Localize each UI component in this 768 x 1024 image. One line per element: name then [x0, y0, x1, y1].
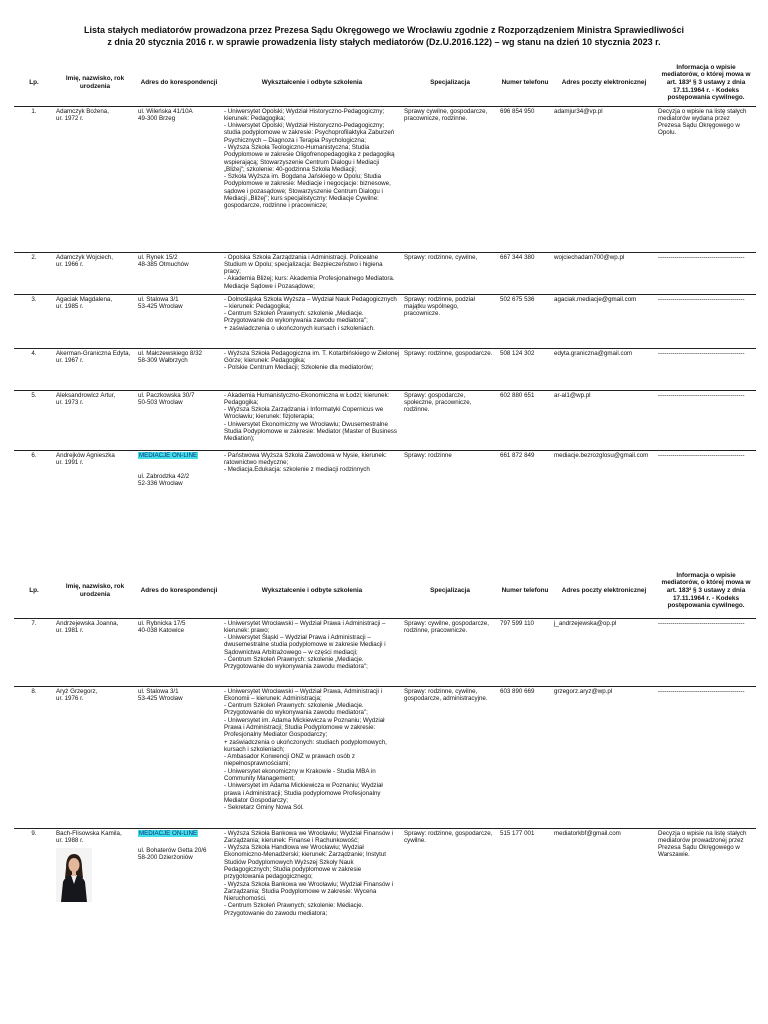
- cell-lp: 2.: [14, 252, 54, 294]
- header-lp: Lp.: [29, 78, 39, 86]
- cell-email[interactable]: wojciechadam700@wp.pl: [552, 252, 656, 294]
- cell-name: Agaciak Magdalena, ur. 1985 r.: [54, 294, 136, 348]
- cell-education: - Wyższa Szkoła Bankowa we Wrocławiu; Wydział Finansów i Zarządzania; kierunek: Finanse i Rachunkowość; - Wyższa Szkoła Handlowa we Wrocławiu; Wydział Ekonomiczno-Menadżerski; kierunek: Zarządzanie; Instytut Studiów Podyplomowych Wyższej Szkoły Nauk Pedagogicznych; Studia podyplomowe w zakresie przygotowania pedagogicznego; - Wyższa Szkoła Bankowa we Wrocławiu; Wydział Finansów i Zarządzania; Studia Podyplomowe w zakresie: Wycena Nieruchomości. - Centrum Szkoleń Prawnych; szkolenie: Mediacje. Przygotowanie do zawodu mediatora;: [222, 828, 402, 952]
- cell-phone: 696 854 950: [498, 106, 552, 252]
- cell-phone: 502 675 536: [498, 294, 552, 348]
- cell-lp: 5.: [14, 390, 54, 450]
- table-header-row: [14, 564, 756, 618]
- address-text: ul. Bohaterów Getta 20/6 58-200 Dzierżoniów: [138, 846, 207, 862]
- cell-education: - Dolnośląska Szkoła Wyższa – Wydział Nauk Pedagogicznych – kierunek: Pedagogika; - Centrum Szkoleń Prawnych: szkolenie „Mediacje. Przygotowanie do wykonywania zawodu mediatora"; + zaświadczenia o ukończonych kursach i szkoleniach.: [222, 294, 402, 348]
- header-phone: Numer telefonu: [501, 78, 549, 86]
- cell-phone: 797 599 110: [498, 618, 552, 686]
- cell-specialization: Sprawy cywilne, gospodarcze, pracownicze, rodzinne.: [402, 106, 498, 252]
- cell-info: ------------------------------------------: [656, 294, 756, 348]
- cell-address: ul. Małczewskiego 8/32 58-309 Wałbrzych: [136, 348, 222, 390]
- cell-specialization: Sprawy: gospodarcze, społeczne, pracownicze, rodzinne.: [402, 390, 498, 450]
- cell-specialization: Sprawy: rodzinne, cywilne, gospodarcze, administracyjne.: [402, 686, 498, 828]
- header-education: Wykształcenie i odbyte szkolenia: [261, 78, 363, 86]
- name-text: Bach-Flisowska Kamila, ur. 1988 r.: [56, 829, 122, 844]
- cell-phone: 603 890 669: [498, 686, 552, 828]
- cell-specialization: Sprawy: rodzinne: [402, 450, 498, 498]
- title-line-2: z dnia 20 stycznia 2016 r. w sprawie prowadzenia listy stałych mediatorów (Dz.U.2016.122) – wg stanu na dzień 10 stycznia 2023 r.: [107, 37, 661, 47]
- online-mediation-badge: MEDIACJE ON-LINE: [139, 829, 198, 837]
- header-info: Informacja o wpisie mediatorów, o której mowa w art. 183² § 3 ustawy z dnia 17.11.1964 r. - Kodeks postępowania cywilnego.: [661, 571, 751, 610]
- cell-info: ------------------------------------------: [656, 618, 756, 686]
- cell-address: ul. Paczkowska 30/7 50-503 Wrocław: [136, 390, 222, 450]
- cell-info: ------------------------------------------: [656, 450, 756, 498]
- cell-education: - Opolska Szkoła Zarządzania i Administracji. Policealne Studium w Opolu; specjalizacja: Bezpieczeństwo i higiena pracy; - Akademia Bliżej; kurs: Akademia Profesjonalnego Mediatora. Mediacje Sądowe i Pozasądowe;: [222, 252, 402, 294]
- header-lp: Lp.: [29, 586, 39, 594]
- cell-lp: 8.: [14, 686, 54, 828]
- header-name: Imię, nazwisko, rok urodzenia: [65, 583, 125, 598]
- header-specialization: Specjalizacja: [430, 586, 470, 594]
- cell-email[interactable]: agaciak.mediacje@gmail.com: [552, 294, 656, 348]
- header-name: Imię, nazwisko, rok urodzenia: [65, 75, 125, 90]
- online-mediation-badge: MEDIACJE ON-LINE: [139, 451, 198, 459]
- mediator-photo: [56, 848, 92, 902]
- cell-info: ------------------------------------------: [656, 686, 756, 828]
- cell-lp: 3.: [14, 294, 54, 348]
- table-row: [14, 294, 756, 348]
- cell-email[interactable]: adamjur34@vp.pl: [552, 106, 656, 252]
- table-row: [14, 390, 756, 450]
- cell-email[interactable]: edyta.graniczna@gmail.com: [552, 348, 656, 390]
- cell-phone: 661 872 849: [498, 450, 552, 498]
- cell-education: - Akademia Humanistyczno-Ekonomiczna w Łodzi; kierunek: Pedagogika; - Wyższa Szkoła Zarządzania i Informatyki Copernicus we Wrocławiu; kierunek: fizjoterapia; - Uniwersytet Ekonomiczny we Wrocławiu; Dwusemestralne Studia Podyplomowe w zakresie: Mediator (Master of Business Mediation);: [222, 390, 402, 450]
- header-info: Informacja o wpisie mediatorów, o której mowa w art. 183² § 3 ustawy z dnia 17.11.1964 r. - Kodeks postępowania cywilnego.: [661, 63, 751, 102]
- header-email: Adres poczty elektronicznej: [561, 586, 647, 594]
- title-line-1: Lista stałych mediatorów prowadzona przez Prezesa Sądu Okręgowego we Wrocławiu zgodnie z Rozporządzeniem Ministra Sprawiedliwości: [84, 25, 684, 35]
- cell-specialization: Sprawy: cywilne, gospodarcze, rodzinne, pracownicze.: [402, 618, 498, 686]
- document-title: [0, 24, 768, 48]
- cell-name: Andrzejewska Joanna, ur. 1981 r.: [54, 618, 136, 686]
- cell-name: Aryż Grzegorz, ur. 1976 r.: [54, 686, 136, 828]
- cell-phone: 515 177 001: [498, 828, 552, 952]
- table-header-row: [14, 60, 756, 106]
- cell-address: ul. Stalowa 3/1 53-425 Wrocław: [136, 294, 222, 348]
- cell-email[interactable]: grzegorz.aryz@wp.pl: [552, 686, 656, 828]
- cell-name: Aleksandrowicz Artur, ur. 1973 r.: [54, 390, 136, 450]
- cell-lp: 1.: [14, 106, 54, 252]
- table-row: [14, 618, 756, 686]
- header-phone: Numer telefonu: [501, 586, 549, 594]
- cell-education: - Uniwersytet Opolski; Wydział Historyczno-Pedagogiczny; kierunek: Pedagogika; - Uniwersytet Opolski; Wydział Historyczno-Pedagogiczny; studia podyplomowe w zakresie: Psychoprofilaktyka Zaburzeń Psychicznych – Diagnoza i Terapia Psychologiczna; - Wyższa Szkoła Teologiczno-Humanistyczna; Studia Podyplomowe w zakresie Oligofrenopedagogika z pedagogiką wspierającą; Stowarzyszenie Centrum Dialogu i Mediacji „Bliżej"; szkolenie: 40-godzinna Szkoła Mediacji; - Szkoła Wyższa im. Bogdana Jańskiego w Opolu; Studia Podyplomowe w zakresie: Mediacje i negocjacje: biznesowe, sądowe i pozasądowe; Stowarzyszenie Centrum Dialogu i Mediacji „Bliżej"; kurs specjalistyczny: Mediacje Cywilne: gospodarcze, rodzinne i pracownicze;: [222, 106, 402, 252]
- cell-specialization: Sprawy: rodzinne, podział majątku wspólnego, pracownicze.: [402, 294, 498, 348]
- cell-specialization: Sprawy: rodzinne, cywilne,: [402, 252, 498, 294]
- cell-info: ------------------------------------------: [656, 390, 756, 450]
- header-address: Adres do korespondencji: [140, 586, 218, 594]
- cell-address: [136, 828, 222, 952]
- table-row: [14, 686, 756, 828]
- header-specialization: Specjalizacja: [430, 78, 470, 86]
- cell-name: Adamczyk Wojciech, ur. 1966 r.: [54, 252, 136, 294]
- mediators-table-page-2: [14, 564, 756, 952]
- table-row: [14, 348, 756, 390]
- table-row: [14, 106, 756, 252]
- cell-address: [136, 450, 222, 498]
- cell-address: ul. Stalowa 3/1 53-425 Wrocław: [136, 686, 222, 828]
- cell-address: ul. Rynek 15/2 48-385 Otmuchów: [136, 252, 222, 294]
- table-row: [14, 450, 756, 498]
- cell-name: Adamczyk Bożena, ur. 1972 r.: [54, 106, 136, 252]
- cell-info: ------------------------------------------: [656, 348, 756, 390]
- cell-education: - Wyższa Szkoła Pedagogiczna im. T. Kotarbińskiego w Zielonej Górze; kierunek: Pedagogika; - Polskie Centrum Mediacji; Szkolenie dla mediatorów;: [222, 348, 402, 390]
- cell-phone: 667 344 380: [498, 252, 552, 294]
- mediators-table-page-1: [14, 60, 756, 498]
- cell-specialization: Sprawy: rodzinne, gospodarcze, cywilne.: [402, 828, 498, 952]
- address-text: ul. Zabrodzka 42/2 52-336 Wrocław: [138, 472, 190, 488]
- cell-email[interactable]: j_andrzejewska@op.pl: [552, 618, 656, 686]
- table-row: [14, 252, 756, 294]
- cell-info: Decyzja o wpisie na listę stałych mediatorów wydana przez Prezesa Sądu Okręgowego w Opolu.: [656, 106, 756, 252]
- cell-phone: 508 124 302: [498, 348, 552, 390]
- cell-education: - Uniwersytet Wrocławski – Wydział Prawa i Administracji – kierunek: prawo; - Uniwersytet Śląski – Wydział Prawa i Administracji – dwusemestralne studia podyplomowe w zakresie Mediacji i Sądownictwa Arbitrażowego – w części mediacji; - Centrum Szkoleń Prawnych: szkolenie „Mediacje. Przygotowanie do wykonywania zawodu mediatora";: [222, 618, 402, 686]
- cell-email[interactable]: mediacje.bezrozglosu@gmail.com: [552, 450, 656, 498]
- cell-specialization: Sprawy: rodzinne, gospodarcze.: [402, 348, 498, 390]
- cell-education: - Uniwersytet Wrocławski – Wydział Prawa, Administracji i Ekonomii – kierunek: Administracja; - Centrum Szkoleń Prawnych: szkolenie „Mediacje. Przygotowanie do wykonywania zawodu mediatora"; - Uniwersytet im. Adama Mickiewicza w Poznaniu; Wydział Prawa i Administracji; Studia Podyplomowe w zakresie: Profesjonalny Mediator Gospodarczy; + zaświadczenia o ukończonych: studiach podyplomowych, kursach i szkoleniach; - Ambasador Konwencji ONZ w prawach osób z niepełnosprawnościami; - Uniwersytet ekonomiczny w Krakowie - Studia MBA in Community Management; - Uniwersytet im Adama Mickiewicza w Poznaniu; Wydział prawa i Administracji; Studia podyplomowe Profesjonalny Mediator Gospodarczy; - Sekretarz Gminy Nowa Sól.: [222, 686, 402, 828]
- cell-education: - Państwowa Wyższa Szkoła Zawodowa w Nysie, kierunek: ratownictwo medyczne; - Mediacja.Edukacja: szkolenie z mediacji rodzinnych: [222, 450, 402, 498]
- cell-info: Decyzja o wpisie na listę stałych mediatorów prowadzonej przez Prezesa Sądu Okręgowego w Warszawie.: [656, 828, 756, 952]
- cell-address: ul. Rybnicka 17/5 40-038 Katowice: [136, 618, 222, 686]
- cell-lp: 4.: [14, 348, 54, 390]
- cell-address: ul. Wileńska 41/10A 49-300 Brzeg: [136, 106, 222, 252]
- header-address: Adres do korespondencji: [140, 78, 218, 86]
- cell-phone: 602 880 651: [498, 390, 552, 450]
- cell-name: Akerman-Graniczna Edyta, ur. 1967 r.: [54, 348, 136, 390]
- cell-email[interactable]: mediatorkbf@gmail.com: [552, 828, 656, 952]
- cell-email[interactable]: ar-al1@wp.pl: [552, 390, 656, 450]
- cell-lp: 9.: [14, 828, 54, 952]
- cell-name: Andrejków Agnieszka ur. 1991 r.: [54, 450, 136, 498]
- cell-name: [54, 828, 136, 952]
- table-row: [14, 828, 756, 952]
- cell-lp: 6.: [14, 450, 54, 498]
- header-education: Wykształcenie i odbyte szkolenia: [261, 586, 363, 594]
- cell-lp: 7.: [14, 618, 54, 686]
- cell-info: ------------------------------------------: [656, 252, 756, 294]
- header-email: Adres poczty elektronicznej: [561, 78, 647, 86]
